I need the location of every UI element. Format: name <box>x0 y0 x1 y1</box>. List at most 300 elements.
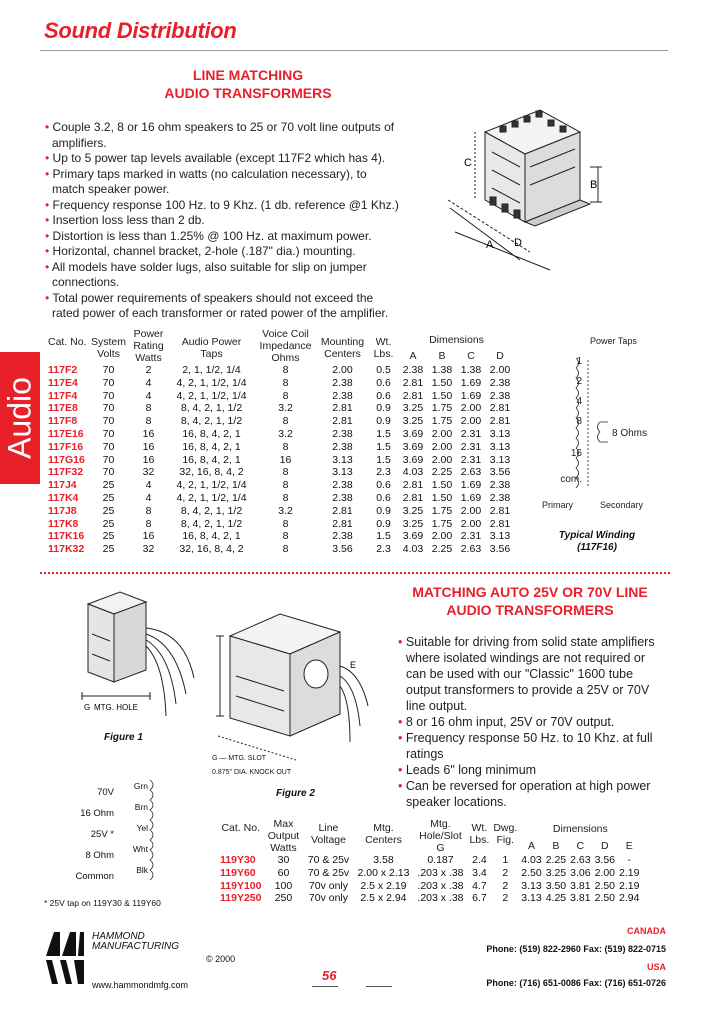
auto-transformer-cell: 3.13 <box>521 892 542 905</box>
line-matching-cell: 70 <box>102 427 115 440</box>
line-matching-cell: 4, 2, 1, 1/2, 1/4 <box>176 389 247 402</box>
bullet-icon: • <box>45 151 53 165</box>
line-matching-cat-no: 117E16 <box>48 427 84 440</box>
line-matching-cell: 32 <box>142 543 155 556</box>
line-matching-cell: 2.31 <box>460 440 482 453</box>
winding-tap-label: 8 <box>576 416 582 427</box>
auto-transformer-spec-table <box>218 818 641 905</box>
bullet-icon: • <box>45 259 52 274</box>
col2-dwg-fig: Dwg. Fig. <box>493 822 518 846</box>
figure1-g-label: G <box>84 703 91 712</box>
winding-tap-label: com. <box>560 474 582 485</box>
line-matching-cell: 2.00 <box>431 453 453 466</box>
line-matching-cell: 2.00 <box>460 415 482 428</box>
line-matching-cell: 1.69 <box>460 376 482 389</box>
dim-letter-a: A <box>486 239 494 251</box>
line-matching-cell: 16 <box>279 453 292 466</box>
hammond-logo-icon <box>44 928 86 988</box>
line-matching-cell: 3.56 <box>489 466 511 479</box>
line-matching-cat-no: 117K4 <box>48 491 79 504</box>
col2-dim-b: B <box>552 839 560 852</box>
section2-feature-list <box>396 634 668 810</box>
line-matching-cell: 8 <box>282 491 289 504</box>
audio-section-tab <box>0 352 40 484</box>
winding-ohms-label: 8 Ohms <box>612 428 648 439</box>
col-dimensions: Dimensions <box>429 334 484 347</box>
line-matching-cell: 8, 4, 2, 1, 1/2 <box>180 517 243 530</box>
auto-transformer-table-body <box>218 854 641 905</box>
auto-transformer-cell: 2.94 <box>619 892 640 905</box>
line-matching-cell: 70 <box>102 364 115 376</box>
auto-transformer-cell: 3.81 <box>570 892 591 905</box>
line-matching-cell: 2.63 <box>460 466 482 479</box>
line-matching-cell: 0.5 <box>376 364 391 376</box>
line-matching-cell: 3.2 <box>278 402 293 415</box>
line-matching-cell: 16, 8, 4, 2, 1 <box>182 427 241 440</box>
auto-transformer-cell: 4.03 <box>521 854 542 866</box>
winding-tap-label: 1 <box>576 356 582 367</box>
auto-transformer-cell: 3.4 <box>472 866 487 879</box>
line-matching-cat-no: 117F8 <box>48 415 78 428</box>
line-matching-cell: 3.13 <box>332 466 353 479</box>
line-matching-cell: 16 <box>142 440 155 453</box>
page-title: Sound Distribution <box>44 18 237 43</box>
usa-phone: Phone: (716) 651-0086 Fax: (716) 651-0726 <box>486 978 666 988</box>
line-matching-cell: 8 <box>282 517 289 530</box>
auto-winding-lead: Brn <box>134 802 148 812</box>
line-matching-cell: 25 <box>102 543 115 556</box>
line-matching-cell: 3.69 <box>402 530 424 543</box>
line-matching-cell: 0.6 <box>376 479 391 492</box>
line-matching-cell: 1.50 <box>431 479 453 492</box>
section2-feature-item <box>396 730 668 762</box>
auto-transformer-cell: 100 <box>274 879 293 892</box>
section1-feature-item <box>42 291 402 322</box>
line-matching-cell: 2.38 <box>332 479 353 492</box>
line-matching-cat-no: 117J4 <box>48 479 77 492</box>
line-matching-cell: 2.81 <box>489 504 511 517</box>
line-matching-cell: 8 <box>282 415 289 428</box>
col-system-volts: System Volts <box>91 336 127 360</box>
line-matching-cell: 2.31 <box>460 427 482 440</box>
line-matching-cell: 2.00 <box>431 440 453 453</box>
line-matching-cell: 3.13 <box>489 427 511 440</box>
bullet-icon: • <box>398 715 406 729</box>
auto-winding-coil <box>144 776 174 888</box>
line-matching-cell: 2.38 <box>332 427 353 440</box>
auto-transformer-cell: 1 <box>502 854 509 866</box>
section2-feature-item <box>396 778 668 810</box>
line-matching-cell: 70 <box>102 402 115 415</box>
section2-title-line2: AUDIO TRANSFORMERS <box>446 602 614 618</box>
line-matching-cell: 1.5 <box>376 530 391 543</box>
line-matching-cell: 3.25 <box>402 504 424 517</box>
line-matching-cell: 2, 1, 1/2, 1/4 <box>182 364 241 376</box>
line-matching-cat-no: 117F16 <box>48 440 84 453</box>
section1-feature-text: Up to 5 power tap levels available (except 117F2 which has 4). <box>52 151 386 165</box>
line-matching-cell: 2.00 <box>460 517 482 530</box>
line-matching-cell: 8 <box>282 479 289 492</box>
auto-transformer-cell: 3.13 <box>521 879 542 892</box>
line-matching-cat-no: 117F2 <box>48 364 78 376</box>
auto-transformer-cell: 70v only <box>308 892 349 905</box>
col-weight: Wt. Lbs. <box>373 336 394 360</box>
section1-feature-text: Total power requirements of speakers should not exceed the rated power of each transformer or rated power of the amplifier. <box>52 290 389 320</box>
auto-transformer-cell: 2 <box>502 879 509 892</box>
line-matching-cell: 1.5 <box>376 427 391 440</box>
section2-title-line1: MATCHING AUTO 25V OR 70V LINE <box>412 584 648 600</box>
line-matching-cell: 8, 4, 2, 1, 1/2 <box>180 415 243 428</box>
line-matching-cell: 3.13 <box>489 530 511 543</box>
power-taps-label: Power Taps <box>590 336 637 346</box>
line-matching-row <box>46 415 515 428</box>
line-matching-cell: 2.81 <box>332 402 353 415</box>
canada-phone: Phone: (519) 822-2960 Fax: (519) 822-0715 <box>486 944 666 954</box>
figure2-knock-label: 0.875" DIA. KNOCK OUT <box>212 769 292 776</box>
auto-transformer-cell: .203 x .38 <box>417 892 464 905</box>
col2-mtg-centers: Mtg. Centers <box>365 822 402 846</box>
line-matching-cell: 8 <box>282 530 289 543</box>
line-matching-cell: 3.13 <box>332 453 353 466</box>
line-matching-cell: 2.38 <box>332 376 353 389</box>
section2-title <box>400 583 660 619</box>
line-matching-cell: 2.38 <box>489 389 511 402</box>
copyright: © 2000 <box>206 954 236 964</box>
figure1-drawing <box>80 584 200 734</box>
auto-transformer-cell: 3.25 <box>545 866 567 879</box>
bullet-icon: • <box>45 228 53 243</box>
col2-dim-d: D <box>600 839 609 852</box>
line-matching-cell: 1.5 <box>376 453 391 466</box>
bullet-icon: • <box>398 763 406 777</box>
line-matching-cell: 2.38 <box>402 364 424 376</box>
line-matching-cell: 70 <box>102 376 115 389</box>
section1-feature-item <box>42 260 402 291</box>
bullet-icon: • <box>398 779 406 793</box>
section2-feature-text: 8 or 16 ohm input, 25V or 70V output. <box>405 715 615 729</box>
line-matching-cat-no: 117F32 <box>48 466 84 479</box>
line-matching-cell: 1.5 <box>376 440 391 453</box>
auto-transformer-cell: 4.7 <box>472 879 487 892</box>
line-matching-cell: 16 <box>142 427 155 440</box>
auto-transformer-cell: 30 <box>277 854 290 866</box>
auto-winding-lead: Grn <box>133 781 148 791</box>
auto-transformer-cell: 2.25 <box>545 854 567 866</box>
section1-feature-item <box>42 229 402 245</box>
auto-transformer-cell: 2.4 <box>472 854 487 866</box>
line-matching-cell: 1.75 <box>431 415 453 428</box>
line-matching-cell: 3.25 <box>402 517 424 530</box>
bullet-icon: • <box>45 120 53 134</box>
line-matching-cell: 2.81 <box>489 517 511 530</box>
line-matching-cell: 1.69 <box>460 479 482 492</box>
auto-transformer-row <box>218 867 641 880</box>
section-divider <box>40 572 670 574</box>
auto-winding-lead: Blk <box>136 865 148 875</box>
line-matching-row <box>46 402 515 415</box>
line-matching-cell: 2.38 <box>332 530 353 543</box>
line-matching-row <box>46 428 515 441</box>
auto-transformer-cell: 3.56 <box>594 854 615 866</box>
auto-winding-lead: Wht <box>132 844 148 854</box>
line-matching-cell: 70 <box>102 466 115 479</box>
auto-transformer-cell: 70 & 25v <box>307 854 350 866</box>
line-matching-cell: 2.81 <box>332 517 353 530</box>
section2-feature-text: Leads 6" long minimum <box>405 763 537 777</box>
line-matching-cell: 8 <box>282 364 289 376</box>
line-matching-cell: 0.9 <box>376 415 391 428</box>
bullet-icon: • <box>398 731 406 745</box>
auto-winding-note: * 25V tap on 119Y30 & 119Y60 <box>44 898 161 908</box>
page-number-rule-left <box>312 986 338 987</box>
line-matching-cell: 0.9 <box>376 504 391 517</box>
auto-transformer-cell: 2.19 <box>619 879 640 892</box>
col-impedance: Voice Coil Impedance Ohms <box>259 328 312 364</box>
line-matching-cat-no: 117F4 <box>48 389 78 402</box>
line-matching-cell: 1.50 <box>431 491 453 504</box>
line-matching-cell: 4 <box>145 389 152 402</box>
auto-transformer-cell: 2 <box>502 892 509 905</box>
line-matching-cell: 1.75 <box>431 504 453 517</box>
line-matching-cell: 8 <box>282 376 289 389</box>
page-number-rule-right <box>366 986 392 987</box>
typical-winding-caption <box>552 530 642 554</box>
section1-title <box>118 66 378 102</box>
line-matching-cell: 8 <box>145 402 152 415</box>
auto-transformer-cell: 3.06 <box>570 866 591 879</box>
auto-winding-lead: Yel <box>136 823 148 833</box>
line-matching-cell: 8, 4, 2, 1, 1/2 <box>180 402 243 415</box>
auto-winding-label: Common <box>75 871 114 882</box>
auto-winding-label: 70V <box>97 787 114 798</box>
auto-transformer-cat-no: 119Y30 <box>220 854 256 866</box>
col2-dim-e: E <box>625 839 633 852</box>
col-power-rating: Power Rating Watts <box>133 328 164 364</box>
auto-transformer-cell: 2.5 x 2.19 <box>360 879 407 892</box>
canada-label: CANADA <box>627 926 666 936</box>
winding-tap-label: 2 <box>576 376 582 387</box>
line-matching-cell: 2.81 <box>332 504 353 517</box>
line-matching-cell: 1.50 <box>431 376 453 389</box>
auto-transformer-cat-no: 119Y60 <box>220 866 256 879</box>
line-matching-cell: 2.38 <box>489 376 511 389</box>
auto-transformer-cat-no: 119Y250 <box>220 892 262 905</box>
line-matching-cell: 8, 4, 2, 1, 1/2 <box>180 504 243 517</box>
typical-winding-diagram <box>548 350 668 510</box>
website-link[interactable]: www.hammondmfg.com <box>92 980 189 990</box>
line-matching-cell: 2.81 <box>489 402 511 415</box>
line-matching-cell: 0.9 <box>376 402 391 415</box>
auto-winding-labels <box>44 782 114 887</box>
line-matching-cell: 8 <box>282 466 289 479</box>
auto-transformer-cell: .203 x .38 <box>417 866 464 879</box>
auto-transformer-row <box>218 880 641 893</box>
line-matching-cell: 2.38 <box>489 479 511 492</box>
bullet-icon: • <box>45 197 53 212</box>
line-matching-cell: 2 <box>145 364 152 376</box>
figure1-mtg-label: MTG. HOLE <box>94 703 139 712</box>
col-dim-c: C <box>467 350 475 363</box>
line-matching-cell: 0.6 <box>376 491 391 504</box>
brand-line2: MANUFACTURING <box>92 941 180 952</box>
line-matching-cat-no: 117E4 <box>48 376 78 389</box>
line-matching-cell: 0.6 <box>376 389 391 402</box>
line-matching-cell: 2.81 <box>402 479 424 492</box>
section1-title-line1: LINE MATCHING <box>192 67 304 83</box>
line-matching-cell: 1.38 <box>460 364 482 376</box>
line-matching-cell: 8 <box>145 517 152 530</box>
line-matching-cell: 8 <box>282 543 289 556</box>
line-matching-row <box>46 479 515 492</box>
line-matching-cell: 2.25 <box>431 466 453 479</box>
line-matching-cat-no: 117K8 <box>48 517 79 530</box>
line-matching-cell: 3.69 <box>402 440 424 453</box>
line-matching-cell: 70 <box>102 415 115 428</box>
auto-transformer-cell: 2 <box>502 866 509 879</box>
auto-transformer-cell: 250 <box>274 892 293 905</box>
line-matching-cell: 2.38 <box>332 440 353 453</box>
auto-transformer-cell: .203 x .38 <box>417 879 464 892</box>
dim-letter-c: C <box>464 157 472 169</box>
line-matching-cell: 25 <box>102 530 115 543</box>
line-matching-cell: 16 <box>142 530 155 543</box>
line-matching-cell: 32, 16, 8, 4, 2 <box>179 466 244 479</box>
line-matching-cell: 3.25 <box>402 415 424 428</box>
auto-transformer-cell: 3.50 <box>545 879 567 892</box>
line-matching-spec-table <box>46 328 515 556</box>
auto-transformer-cell: 3.58 <box>373 854 394 866</box>
winding-tap-label: 4 <box>576 396 582 407</box>
line-matching-cell: 1.50 <box>431 389 453 402</box>
line-matching-cell: 70 <box>102 389 115 402</box>
line-matching-row <box>46 377 515 390</box>
bullet-icon: • <box>45 244 53 258</box>
line-matching-row <box>46 441 515 454</box>
auto-transformer-cell: 60 <box>277 866 290 879</box>
section2-feature-item <box>396 714 668 730</box>
col2-dim-c: C <box>576 839 585 852</box>
line-matching-cell: 2.38 <box>332 491 353 504</box>
line-matching-cell: 1.75 <box>431 517 453 530</box>
auto-transformer-cell: - <box>627 854 631 866</box>
auto-winding-leads <box>124 776 148 881</box>
section1-feature-item <box>42 120 402 151</box>
col-mounting-centers: Mounting Centers <box>320 336 365 360</box>
line-matching-cell: 1.69 <box>460 491 482 504</box>
auto-transformer-cell: 2.50 <box>521 866 542 879</box>
line-matching-cell: 3.56 <box>489 543 511 556</box>
section1-feature-text: Couple 3.2, 8 or 16 ohm speakers to 25 or 70 volt line outputs of amplifiers. <box>52 120 395 150</box>
auto-transformer-cell: 4.25 <box>545 892 567 905</box>
line-matching-cell: 2.81 <box>489 415 511 428</box>
usa-label: USA <box>646 962 666 972</box>
line-matching-cat-no: 117K32 <box>48 543 85 556</box>
section1-feature-item <box>42 151 402 167</box>
col2-weight: Wt. Lbs. <box>469 822 490 846</box>
auto-transformer-cell: 70v only <box>308 879 349 892</box>
bullet-icon: • <box>45 290 53 305</box>
bullet-icon: • <box>45 213 53 227</box>
line-matching-row <box>46 466 515 479</box>
line-matching-cell: 2.31 <box>460 453 482 466</box>
line-matching-cell: 25 <box>102 517 115 530</box>
winding-secondary-label: Secondary <box>600 500 644 510</box>
auto-winding-diagram <box>44 776 224 896</box>
line-matching-cell: 0.6 <box>376 376 391 389</box>
section1-feature-list <box>42 120 402 322</box>
col-dim-d: D <box>496 350 504 363</box>
line-matching-cell: 16, 8, 4, 2, 1 <box>182 530 241 543</box>
line-matching-cell: 2.00 <box>489 364 511 376</box>
section1-feature-text: Frequency response 100 Hz. to 9 Khz. (1 db. reference @1 Khz.) <box>52 197 399 212</box>
line-matching-cell: 4.03 <box>402 466 424 479</box>
auto-transformer-row <box>218 854 641 867</box>
section1-title-line2: AUDIO TRANSFORMERS <box>164 85 332 101</box>
line-matching-cell: 2.38 <box>489 491 511 504</box>
line-matching-cell: 2.00 <box>460 402 482 415</box>
page-number: 56 <box>322 968 337 983</box>
line-matching-cell: 32, 16, 8, 4, 2 <box>179 543 244 556</box>
section1-feature-item <box>42 213 402 229</box>
line-matching-row <box>46 505 515 518</box>
line-matching-cell: 2.3 <box>376 543 391 556</box>
bullet-icon: • <box>398 635 406 649</box>
line-matching-cell: 16, 8, 4, 2, 1 <box>182 453 241 466</box>
line-matching-table-body <box>46 364 515 556</box>
line-matching-cell: 8 <box>282 440 289 453</box>
line-matching-cell: 1.38 <box>431 364 453 376</box>
winding-caption-line2: (117F16) <box>577 542 617 553</box>
section1-feature-text: Primary taps marked in watts (no calculation necessary), to match speaker power. <box>52 166 367 196</box>
dim-letter-d: D <box>514 237 522 249</box>
auto-transformer-cell: 2.63 <box>570 854 591 866</box>
auto-transformer-cell: 2.50 <box>594 892 615 905</box>
title-rule <box>40 50 668 51</box>
auto-transformer-cell: 0.187 <box>427 854 454 866</box>
line-matching-cell: 8 <box>145 504 152 517</box>
line-matching-cell: 2.00 <box>332 364 353 376</box>
winding-primary-label: Primary <box>542 500 573 510</box>
line-matching-row <box>46 454 515 467</box>
bullet-icon: • <box>45 166 53 181</box>
figure2-e-label: E <box>350 660 357 670</box>
line-matching-cell: 3.25 <box>402 402 424 415</box>
auto-transformer-cell: 2.5 x 2.94 <box>360 892 407 905</box>
line-matching-cell: 4 <box>145 491 152 504</box>
auto-transformer-cell: 2.00 <box>594 866 615 879</box>
line-matching-row <box>46 390 515 403</box>
line-matching-cell: 4, 2, 1, 1/2, 1/4 <box>176 479 247 492</box>
col-cat-no: Cat. No. <box>48 336 87 348</box>
brand-name <box>92 932 179 952</box>
line-matching-row <box>46 543 515 556</box>
line-matching-cell: 16, 8, 4, 2, 1 <box>182 440 241 453</box>
line-matching-cell: 2.25 <box>431 543 453 556</box>
col2-max-watts: Max Output Watts <box>267 818 300 854</box>
line-matching-cell: 4.03 <box>402 543 424 556</box>
line-matching-row <box>46 364 515 377</box>
line-matching-cell: 2.63 <box>460 543 482 556</box>
audio-tab-label: Audio <box>1 377 38 459</box>
line-matching-cell: 2.00 <box>431 427 453 440</box>
line-matching-cell: 2.81 <box>402 376 424 389</box>
section1-feature-text: Horizontal, channel bracket, 2-hole (.187" dia.) mounting. <box>52 244 356 258</box>
line-matching-cell: 2.31 <box>460 530 482 543</box>
line-matching-cell: 16 <box>142 453 155 466</box>
line-matching-cell: 3.56 <box>332 543 353 556</box>
line-matching-cat-no: 117G16 <box>48 453 85 466</box>
section1-feature-item <box>42 167 402 198</box>
